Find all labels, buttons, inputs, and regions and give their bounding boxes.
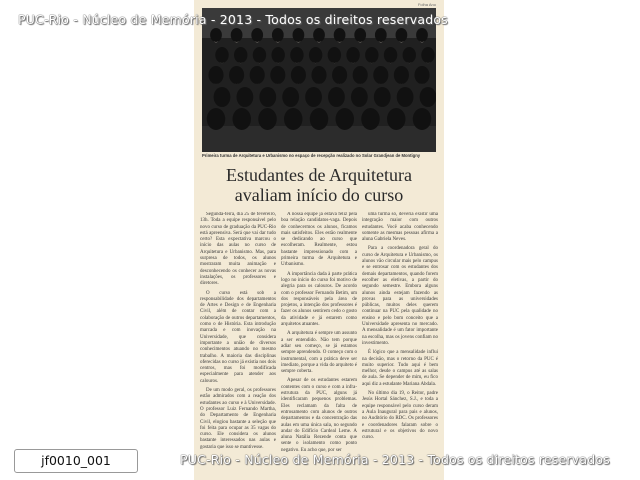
hair-shape [394, 66, 409, 84]
hair-shape [420, 87, 436, 107]
hair-shape [328, 47, 341, 63]
hair-shape [270, 66, 285, 84]
hair-shape [208, 66, 223, 84]
paragraph: Apesar de os estudantes estarem contentes com o curso e com a infra-estrutura da PUC, alguns já identificaram pequenos problemas. Eles reclamam da falta de entrosamento com alunos de outros departamentos e da concentração das aulas em uma única sala, no segundo andar do Edifício Cardeal Leme. A aluna Natália Rezende conta que sente o isolamento como ponto negativo. Eu acho que, por ser [281, 378, 357, 453]
hair-shape [233, 108, 251, 130]
newspaper-clipping [194, 0, 444, 480]
hair-shape [361, 108, 379, 130]
hair-shape [346, 47, 359, 63]
hair-shape [413, 108, 431, 130]
paragraph: A nossa equipe já estava feliz pela boa relação candidatos-vaga. Depois de conhecermos os alunos, ficamos mais satisfeitos. Eles estão realmente se dedicando ao curso que escolheram. Realmente, estou bastante impressionado com a primeira turma de Arquitetura e Urbanismo. [281, 212, 357, 268]
header-tag: Folha Ano [417, 2, 436, 7]
hair-shape [354, 28, 366, 42]
hair-shape [229, 66, 244, 84]
hair-shape [271, 47, 284, 63]
photo-caption: Primeira turma de Arquitetura e Urbanismo no espaço de recepção realizado no Solar Grandjean de Montigny [202, 153, 421, 158]
hair-shape [397, 87, 414, 107]
hair-shape [272, 28, 284, 42]
hair-shape [396, 28, 408, 42]
hair-shape [328, 87, 345, 107]
hair-shape [311, 66, 326, 84]
hair-shape [313, 28, 325, 42]
hair-shape [291, 66, 306, 84]
hair-shape [290, 47, 303, 63]
hair-shape [384, 47, 397, 63]
hair-shape [215, 47, 228, 63]
article-column-1 [200, 212, 276, 470]
hair-shape [334, 28, 346, 42]
hair-shape [282, 87, 299, 107]
hair-shape [332, 66, 347, 84]
paragraph: uma turma só, deveria existir uma integração maior com outros estudantes. Você acaba conhecendo somente as mesmas pessoas afirma a aluna Gabriela Neves. [362, 212, 438, 243]
headline-line-2: avaliam início do curso [234, 185, 404, 205]
watermark-bottom: PUC-Rio - Núcleo de Memória - 2013 - Todos os direitos reservados [180, 452, 610, 467]
paragraph: O curso está sob a responsabilidade dos departamentos de Artes e Design e de Engenharia Civil, além de contar com a colaboração de outros departamentos, como o de História. Esta introdução marcada e com inovação na Universidade, que considera importante a união de diversos conhecimentos atuando no mesmo trabalho. A maioria das disciplinas oferecidas no curso já existia nos dois centros, mas foi modificada especialmente para atender aos calouros. [200, 290, 276, 384]
paragraph: No último dia 19, o Reitor, padre Jesús Hortal Sánchez, S.J., e toda a equipe responsável pelo curso deram a Aula Inaugural para pais e alunos, no Auditório do RDC. Os professores e coordenadores falaram sobre o estrutural e os objetivos do novo curso. [362, 391, 438, 441]
hair-shape [258, 108, 276, 130]
hair-shape [231, 28, 243, 42]
hair-shape [414, 66, 429, 84]
hair-shape [365, 47, 378, 63]
hair-shape [309, 47, 322, 63]
paragraph: Segunda-feira, dia 25 de fevereiro, 13h. Toda a equipe responsável pelo novo curso de graduação da PUC-Rio está apreensiva. Será que vai dar tudo certo? Esta expectativa marcou o início das aulas no curso de Arquitetura e Urbanismo. Mas, para surpresa de todos, os alunos mostraram muita animação e desconhecendo os conhecer as novas instalações, os professores e diretores. [200, 212, 276, 287]
headline-line-1: Estudantes de Arquitetura [226, 165, 412, 185]
group-photo [202, 8, 436, 152]
hair-shape [207, 108, 225, 130]
hair-shape [214, 87, 231, 107]
paragraph: Para a coordenadora geral do curso de Arquitetura e Urbanismo, os alunos vão circular mais pelo campus e se entrosar com os estudantes dos demais departamentos, quando forem escolher as eletivas, a partir do segundo semestre. Embora alguns alunos ainda estejam fazendo as provas para as universidades públicas, muitos deles querem continuar na PUC pela qualidade no ensino e pelo bom conceito que a Universidade apresenta no mercado. A mensalidade é um fator importante na escolha, mas os jovens confiam no investimento. [362, 246, 438, 346]
paragraph: É lógico que a mensalidade influi na decisão, mas o retorno da PUC é muito superior. Tudo aqui é bem melhor, desde o campus até as salas de aula. Se depender de mim, eu fico aqui diz a estudante Mariana Abdala. [362, 350, 438, 387]
hair-shape [250, 66, 265, 84]
hair-shape [210, 28, 222, 42]
headline [194, 165, 444, 205]
hair-shape [259, 87, 276, 107]
document-id: jf0010_001 [14, 449, 138, 473]
hair-shape [305, 87, 322, 107]
hair-shape [251, 28, 263, 42]
hair-shape [373, 66, 388, 84]
article-column-3 [362, 212, 438, 470]
hair-shape [387, 108, 405, 130]
hair-shape [403, 47, 416, 63]
hair-shape [353, 66, 368, 84]
paragraph: A importância dada à parte prática logo no início do curso foi motivo de alegria para os calouros. De acordo com o professor Fernando Betim, um dos responsáveis pela área de projetos, a intenção dos professores é fazer os alunos sentirem cedo o gosto da atividade e já estarem como arquitetos atuantes. [281, 271, 357, 328]
hair-shape [374, 87, 391, 107]
hair-shape [421, 47, 434, 63]
paragraph: De um modo geral, os professores estão admirados com a reação dos estudantes ao curso e à Universidade. O professor Luiz Fernando Martha, do Departamento de Engenharia Civil, elogiou bastante a seleção que foi feita para ocupar as 35 vagas do curso. Ele considera os alunos bastante interessados nas aulas e gostaria que isso se mantivesse. [200, 388, 276, 450]
hair-shape [293, 28, 305, 42]
hair-shape [375, 28, 387, 42]
hair-shape [336, 108, 354, 130]
hair-shape [234, 47, 247, 63]
hair-shape [284, 108, 302, 130]
watermark-top: PUC-Rio - Núcleo de Memória - 2013 - Todos os direitos reservados [18, 12, 448, 27]
hair-shape [310, 108, 328, 130]
hair-shape [253, 47, 266, 63]
article-column-2 [281, 212, 357, 470]
hair-shape [236, 87, 253, 107]
hair-shape [416, 28, 428, 42]
paragraph: A arquitetura é sempre um assunto a ser entendido. Não tem porque adiar seu começo, se já estamos sempre aprendendo. O começo com o instrumental, com a prática deve ser imediato, porque a vida do arquiteto é sempre coberta. [281, 331, 357, 375]
hair-shape [351, 87, 368, 107]
